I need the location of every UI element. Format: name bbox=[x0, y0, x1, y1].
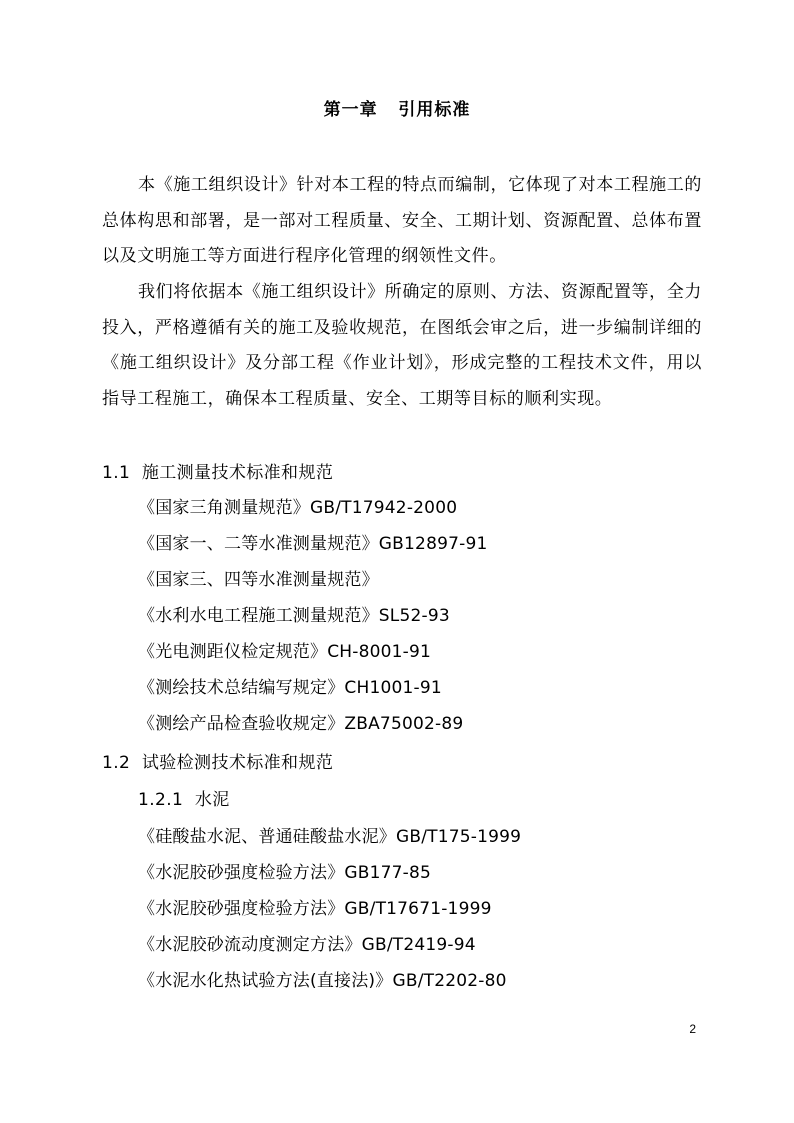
chapter-title: 第一章 引用标准 bbox=[323, 100, 471, 120]
list-item: 《水利水电工程施工测量规范》SL52-93 bbox=[138, 606, 450, 626]
list-item: 《水泥胶砂流动度测定方法》GB/T2419-94 bbox=[138, 935, 476, 955]
section-heading-1-1: 1.1 施工测量技术标准和规范 bbox=[102, 463, 334, 483]
list-item: 《水泥胶砂强度检验方法》GB177-85 bbox=[138, 863, 432, 883]
list-item: 《国家三角测量规范》GB/T17942-2000 bbox=[138, 498, 458, 518]
intro-paragraph-1: 本《施工组织设计》针对本工程的特点而编制，它体现了对本工程施工的总体构思和部署，是一部对工程质量、安全、工期计划、资源配置、总体布置以及文明施工等方面进行程序化管理的纲领性文件。 bbox=[102, 175, 702, 266]
list-item: 《测绘技术总结编写规定》CH1001-91 bbox=[138, 678, 442, 698]
subsection-heading-1-2-1: 1.2.1 水泥 bbox=[138, 790, 230, 810]
list-item: 《国家一、二等水准测量规范》GB12897-91 bbox=[138, 534, 488, 554]
list-item: 《国家三、四等水准测量规范》 bbox=[138, 570, 379, 590]
page-number: 2 bbox=[689, 1022, 696, 1036]
list-item: 《水泥水化热试验方法(直接法)》GB/T2202-80 bbox=[138, 971, 507, 991]
list-item: 《测绘产品检查验收规定》ZBA75002-89 bbox=[138, 714, 464, 734]
list-item: 《水泥胶砂强度检验方法》GB/T17671-1999 bbox=[138, 899, 492, 919]
section-heading-1-2: 1.2 试验检测技术标准和规范 bbox=[102, 753, 334, 773]
standards-list-cement bbox=[138, 819, 521, 999]
intro-paragraph-2: 我们将依据本《施工组织设计》所确定的原则、方法、资源配置等，全力投入，严格遵循有关的施工及验收规范，在图纸会审之后，进一步编制详细的《施工组织设计》及分部工程《作业计划》，形成完整的工程技术文件，用以指导工程施工，确保本工程质量、安全、工期等目标的顺利实现。 bbox=[102, 282, 702, 409]
standards-list-survey bbox=[138, 490, 487, 742]
list-item: 《硅酸盐水泥、普通硅酸盐水泥》GB/T175-1999 bbox=[138, 827, 522, 847]
list-item: 《光电测距仪检定规范》CH-8001-91 bbox=[138, 642, 432, 662]
